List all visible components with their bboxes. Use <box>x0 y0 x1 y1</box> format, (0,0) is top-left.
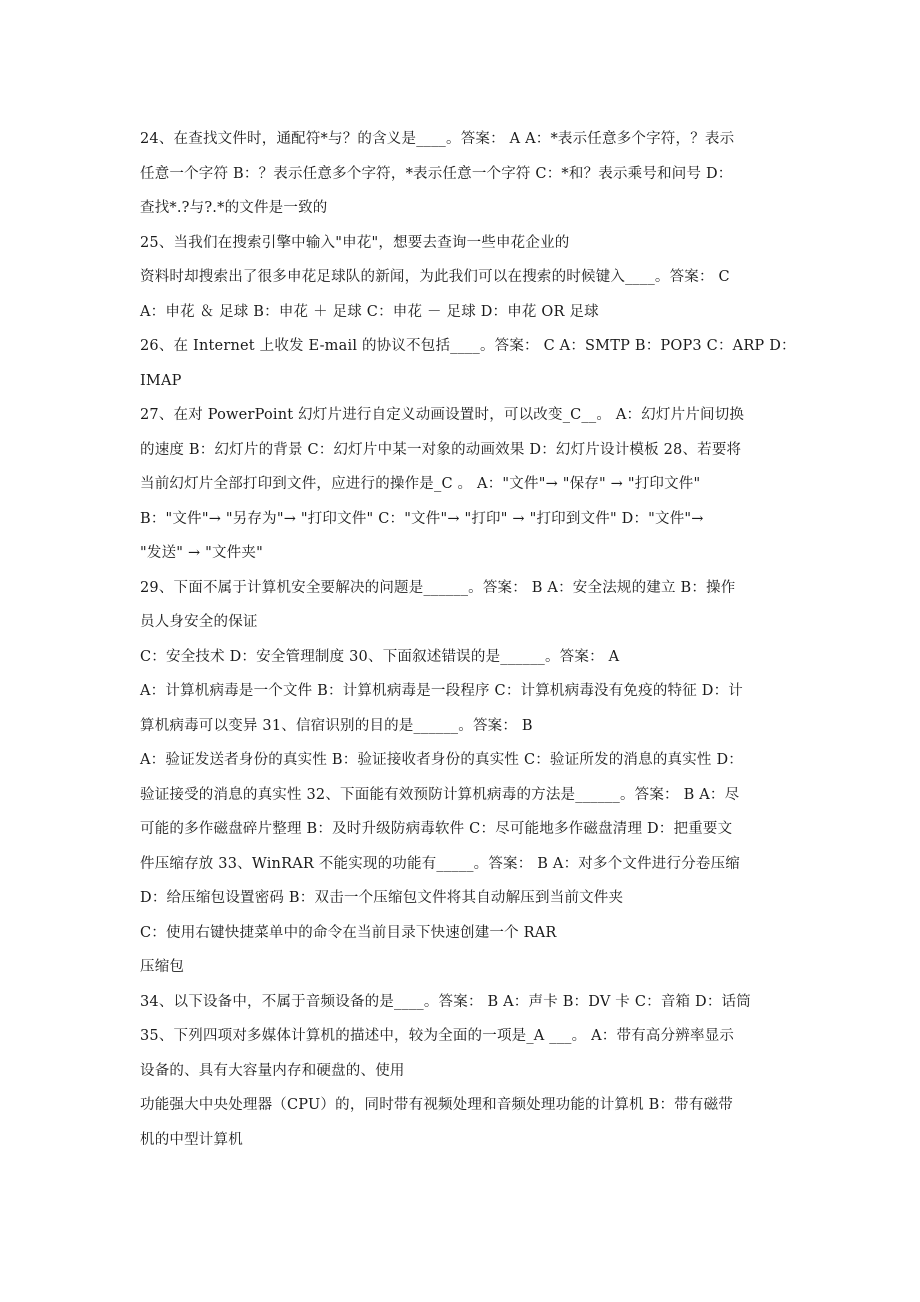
text-line: D：给压缩包设置密码 B：双击一个压缩包文件将其自动解压到当前文件夹 <box>140 890 624 906</box>
text-line: 的速度 B：幻灯片的背景 C：幻灯片中某一对象的动画效果 D：幻灯片设计模板 28、若要将 <box>140 441 742 458</box>
text-line: 算机病毒可以变异 31、信宿识别的目的是______。答案： B <box>140 717 533 734</box>
text-line: 当前幻灯片全部打印到文件，应进行的操作是_C 。 A："文件"→ "保存" → "打印文件" <box>140 476 701 492</box>
text-line: A：计算机病毒是一个文件 B：计算机病毒是一段程序 C：计算机病毒没有免疫的特征 D：计 <box>140 683 743 699</box>
text-line: 26、在 Internet 上收发 E-mail 的协议不包括____。答案： C A：SMTP B：POP3 C：ARP D： <box>140 338 796 354</box>
document-body <box>140 122 796 1157</box>
text-line: 任意一个字符 B：？表示任意多个字符，*表示任意一个字符 C：*和？表示乘号和问号 D： <box>140 165 733 182</box>
text-line: 24、在查找文件时，通配符*与？的含义是____。答案： A A：*表示任意多个字符，？表示 <box>140 131 735 147</box>
text-line: 功能强大中央处理器（CPU）的，同时带有视频处理和音频处理功能的计算机 B：带有磁带 <box>140 1097 733 1113</box>
text-line: 27、在对 PowerPoint 幻灯片进行自定义动画设置时，可以改变_C__。 A：幻灯片片间切换 <box>140 407 745 423</box>
text-line: 设备的、具有大容量内存和硬盘的、使用 <box>140 1062 405 1079</box>
text-line: 验证接受的消息的真实性 32、下面能有效预防计算机病毒的方法是______。答案： B A：尽 <box>140 786 740 803</box>
text-line: 25、当我们在搜索引擎中输入"申花"，想要去查询一些申花企业的 <box>140 234 570 251</box>
text-line: C：使用右键快捷菜单中的命令在当前目录下快速创建一个 RAR <box>140 924 557 941</box>
text-line: 查找*.?与?.*的文件是一致的 <box>140 200 328 216</box>
text-line: 机的中型计算机 <box>140 1131 243 1148</box>
text-line: 35、下列四项对多媒体计算机的描述中，较为全面的一项是_A ___。 A：带有高分辨率显示 <box>140 1028 735 1044</box>
text-line: IMAP <box>140 372 182 389</box>
text-line: A：验证发送者身份的真实性 B：验证接收者身份的真实性 C：验证所发的消息的真实性 D： <box>140 752 743 768</box>
text-line: A：申花 ＆ 足球 B：申花 ＋ 足球 C：申花 － 足球 D：申花 OR 足球 <box>140 303 599 320</box>
text-line: C：安全技术 D：安全管理制度 30、下面叙述错误的是______。答案： A <box>140 648 620 665</box>
text-line: B："文件"→ "另存为"→ "打印文件" C："文件"→ "打印" → "打印到文件" D："文件"→ <box>140 510 704 527</box>
text-line: 可能的多作磁盘碎片整理 B：及时升级防病毒软件 C：尽可能地多作磁盘清理 D：把重要文 <box>140 821 733 837</box>
text-line: 件压缩存放 33、WinRAR 不能实现的功能有_____。答案： B A：对多个文件进行分卷压缩 <box>140 855 740 872</box>
text-line: 员人身安全的保证 <box>140 614 258 630</box>
text-line: 压缩包 <box>140 959 185 975</box>
text-line: 资料时却搜索出了很多申花足球队的新闻，为此我们可以在搜索的时候键入____。答案： C <box>140 269 730 285</box>
text-line: 29、下面不属于计算机安全要解决的问题是______。答案： B A：安全法规的建立 B：操作 <box>140 579 736 596</box>
text-line: "发送" → "文件夹" <box>140 545 263 561</box>
text-line: 34、以下设备中，不属于音频设备的是____。答案： B A：声卡 B：DV 卡 C：音箱 D：话筒 <box>140 993 751 1010</box>
